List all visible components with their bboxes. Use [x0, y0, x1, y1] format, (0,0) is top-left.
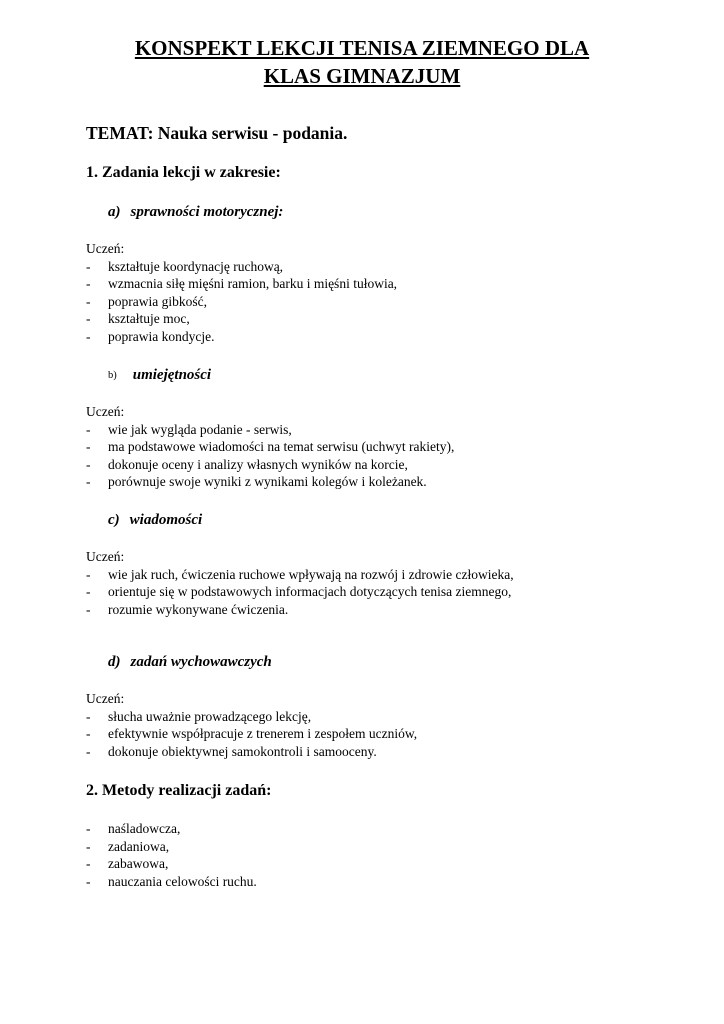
subsection-a-heading	[108, 202, 283, 222]
subsection-d-content	[86, 690, 417, 760]
list-item: - wie jak wygląda podanie - serwis,	[86, 421, 292, 437]
dash-marker: -	[86, 456, 91, 472]
title-line-2: KLAS GIMNAZJUM	[263, 64, 461, 88]
dash-marker: -	[86, 474, 91, 489]
subsection-d-list	[86, 708, 417, 761]
dash-marker: -	[86, 328, 91, 344]
subsection-d-heading	[108, 652, 272, 672]
subsection-a-title: sprawności motorycznej:	[130, 204, 284, 220]
list-item: - orientuje się w podstawowych informacjach dotyczących tenisa ziemnego,	[86, 584, 512, 599]
dash-marker: -	[86, 838, 91, 854]
list-item: - kształtuje moc,	[86, 311, 190, 326]
list-item: - poprawia gibkość,	[86, 293, 207, 309]
subsection-b-list	[86, 421, 454, 491]
subsection-b-content	[86, 403, 454, 491]
dash-marker: -	[86, 276, 91, 291]
list-item: - kształtuje koordynację ruchową,	[86, 258, 284, 274]
subsection-d-title: zadań wychowawczych	[130, 654, 272, 670]
subsection-a-label: a)	[108, 204, 121, 220]
list-item: - ma podstawowe wiadomości na temat serwisu (uchwyt rakiety),	[86, 439, 455, 454]
section-2-heading: 2. Metody realizacji zadań:	[86, 782, 272, 799]
subsection-b-title: umiejętności	[132, 367, 212, 383]
title-line-1: KONSPEKT LEKCJI TENISA ZIEMNEGO DLA	[134, 36, 590, 60]
list-item: - poprawia kondycje.	[86, 328, 215, 344]
dash-marker: -	[86, 293, 91, 309]
list-item: - wie jak ruch, ćwiczenia ruchowe wpływają na rozwój i zdrowie człowieka,	[86, 566, 514, 582]
dash-marker: -	[86, 821, 91, 836]
subsection-a-content	[86, 240, 397, 345]
pupil-label: Uczeń:	[86, 404, 125, 419]
subsection-c-title: wiadomości	[129, 512, 203, 528]
list-item: - efektywnie współpracuje z trenerem i zespołem uczniów,	[86, 726, 418, 741]
dash-marker: -	[86, 601, 91, 617]
list-item: - dokonuje obiektywnej samokontroli i samooceny.	[86, 743, 377, 759]
document-title	[90, 34, 634, 90]
dash-marker: -	[86, 584, 91, 599]
subsection-c-label: c)	[108, 512, 120, 528]
subsection-a-list	[86, 258, 397, 346]
list-item: - rozumie wykonywane ćwiczenia.	[86, 601, 289, 617]
dash-marker: -	[86, 566, 91, 582]
subsection-b-label: b)	[108, 370, 117, 381]
subsection-d-label: d)	[108, 654, 121, 670]
pupil-label: Uczeń:	[86, 549, 125, 564]
list-item: - porównuje swoje wyniki z wynikami kolegów i koleżanek.	[86, 474, 427, 489]
subsection-c-heading	[108, 510, 202, 530]
dash-marker: -	[86, 726, 91, 741]
lesson-topic: TEMAT: Nauka serwisu - podania.	[86, 123, 348, 143]
list-item: - słucha uważnie prowadzącego lekcję,	[86, 708, 312, 724]
subsection-c-list	[86, 566, 514, 619]
dash-marker: -	[86, 873, 91, 889]
list-item: - naśladowcza,	[86, 821, 181, 836]
dash-marker: -	[86, 743, 91, 759]
list-item: - wzmacnia siłę mięśni ramion, barku i mięśni tułowia,	[86, 276, 398, 291]
section-2-content	[86, 820, 257, 890]
pupil-label: Uczeń:	[86, 241, 125, 256]
list-item: - zabawowa,	[86, 856, 169, 871]
list-item: - zadaniowa,	[86, 838, 170, 854]
subsection-c-content	[86, 548, 514, 618]
pupil-label: Uczeń:	[86, 691, 125, 706]
dash-marker: -	[86, 856, 91, 871]
dash-marker: -	[86, 708, 91, 724]
dash-marker: -	[86, 439, 91, 454]
dash-marker: -	[86, 258, 91, 274]
dash-marker: -	[86, 421, 91, 437]
section-1-heading: 1. Zadania lekcji w zakresie:	[86, 164, 281, 181]
list-item: - dokonuje oceny i analizy własnych wyników na korcie,	[86, 456, 408, 472]
list-item: - nauczania celowości ruchu.	[86, 873, 257, 889]
dash-marker: -	[86, 311, 91, 326]
subsection-b-heading	[108, 365, 211, 386]
methods-list	[86, 820, 257, 890]
